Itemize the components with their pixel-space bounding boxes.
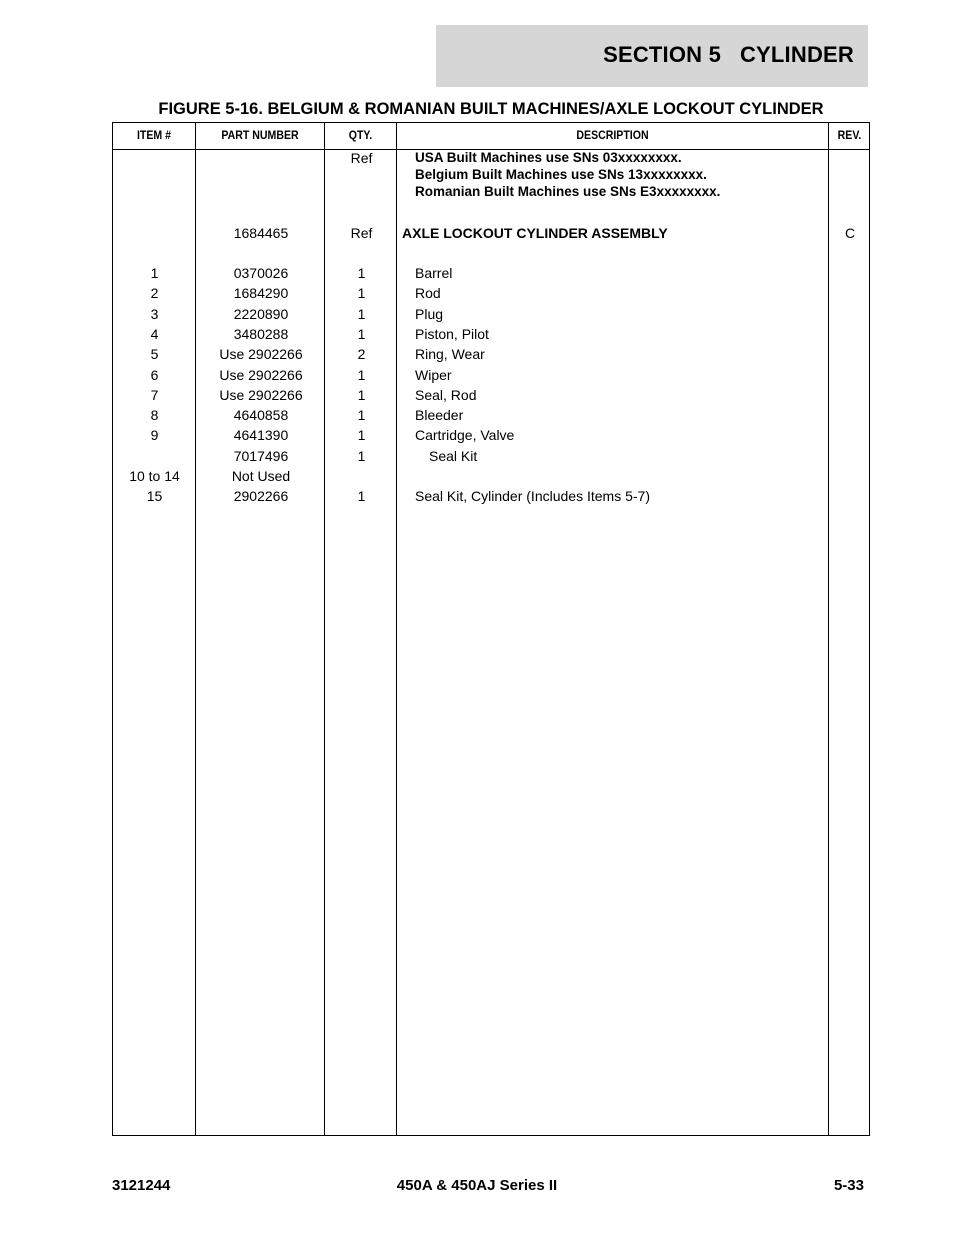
description: Plug	[415, 306, 444, 322]
item-number: 15	[146, 488, 163, 504]
description: Piston, Pilot	[415, 326, 489, 342]
quantity: 1	[357, 265, 366, 281]
quantity: 1	[357, 407, 366, 423]
quantity: 1	[357, 488, 366, 504]
table-row	[113, 487, 869, 505]
table-row	[113, 426, 869, 444]
footer-page-number: 5-33	[833, 1177, 864, 1194]
part-number: Not Used	[231, 468, 291, 484]
table-row	[113, 467, 869, 485]
description: Seal, Rod	[415, 387, 477, 403]
description: Wiper	[415, 367, 452, 383]
part-number: 4641390	[233, 427, 289, 443]
item-number: 8	[150, 407, 159, 423]
item-number: 10 to 14	[129, 468, 180, 484]
note-line: USA Built Machines use SNs 03xxxxxxxx.	[415, 150, 682, 165]
col-header-item: ITEM #	[136, 128, 172, 142]
quantity: 1	[357, 427, 366, 443]
quantity: 1	[357, 285, 366, 301]
part-number: Use 2902266	[219, 367, 303, 383]
table-row	[113, 366, 869, 384]
note-row	[113, 183, 869, 201]
item-number: 3	[150, 306, 159, 322]
part-number: 3480288	[233, 326, 289, 342]
item-number: 7	[150, 387, 159, 403]
table-row	[113, 284, 869, 302]
quantity: 1	[357, 367, 366, 383]
col-header-description: DESCRIPTION	[576, 128, 649, 142]
description: Rod	[415, 285, 441, 301]
part-number: 1684290	[233, 285, 289, 301]
table-row	[113, 345, 869, 363]
description: Ring, Wear	[415, 346, 485, 362]
quantity: 2	[357, 346, 366, 362]
figure-title: FIGURE 5-16. BELGIUM & ROMANIAN BUILT MACHINES/AXLE LOCKOUT CYLINDER	[158, 100, 824, 118]
note-row	[113, 149, 869, 167]
item-number: 2	[150, 285, 159, 301]
assembly-qty: Ref	[350, 225, 373, 241]
part-number: 7017496	[233, 448, 289, 464]
table-row	[113, 305, 869, 323]
section-header	[436, 25, 868, 87]
item-number: 4	[150, 326, 159, 342]
assembly-row	[113, 224, 869, 242]
item-number: 5	[150, 346, 159, 362]
quantity: 1	[357, 387, 366, 403]
table-row	[113, 264, 869, 282]
part-number: 4640858	[233, 407, 289, 423]
quantity: 1	[357, 448, 366, 464]
item-number: 6	[150, 367, 159, 383]
part-number: Use 2902266	[219, 387, 303, 403]
note-line: Belgium Built Machines use SNs 13xxxxxxxx.	[415, 167, 707, 182]
description: Barrel	[415, 265, 453, 281]
part-number: 2220890	[233, 306, 289, 322]
col-header-qty: QTY.	[348, 128, 373, 142]
description: Seal Kit	[429, 448, 478, 464]
description: Seal Kit, Cylinder (Includes Items 5-7)	[415, 488, 650, 504]
section-title: SECTION 5 CYLINDER	[603, 42, 854, 67]
assembly-rev: C	[844, 225, 856, 241]
col-header-rev: REV.	[837, 128, 862, 142]
table-row	[113, 386, 869, 404]
parts-table	[112, 122, 870, 1136]
assembly-description: AXLE LOCKOUT CYLINDER ASSEMBLY	[402, 225, 668, 241]
description: Cartridge, Valve	[415, 427, 515, 443]
quantity: 1	[357, 306, 366, 322]
item-number: 1	[150, 265, 159, 281]
item-number: 9	[150, 427, 159, 443]
part-number: Use 2902266	[219, 346, 303, 362]
table-row	[113, 447, 869, 465]
assembly-part-number: 1684465	[233, 225, 289, 241]
table-row	[113, 325, 869, 343]
description: Bleeder	[415, 407, 464, 423]
note-line: Romanian Built Machines use SNs E3xxxxxxxx.	[415, 184, 721, 199]
note-qty: Ref	[350, 150, 373, 166]
table-row	[113, 406, 869, 424]
quantity: 1	[357, 326, 366, 342]
footer-doc-number: 3121244	[112, 1177, 171, 1194]
note-row	[113, 166, 869, 184]
part-number: 0370026	[233, 265, 289, 281]
footer-model: 450A & 450AJ Series II	[396, 1177, 558, 1194]
col-header-part-number: PART NUMBER	[221, 128, 299, 142]
part-number: 2902266	[233, 488, 289, 504]
